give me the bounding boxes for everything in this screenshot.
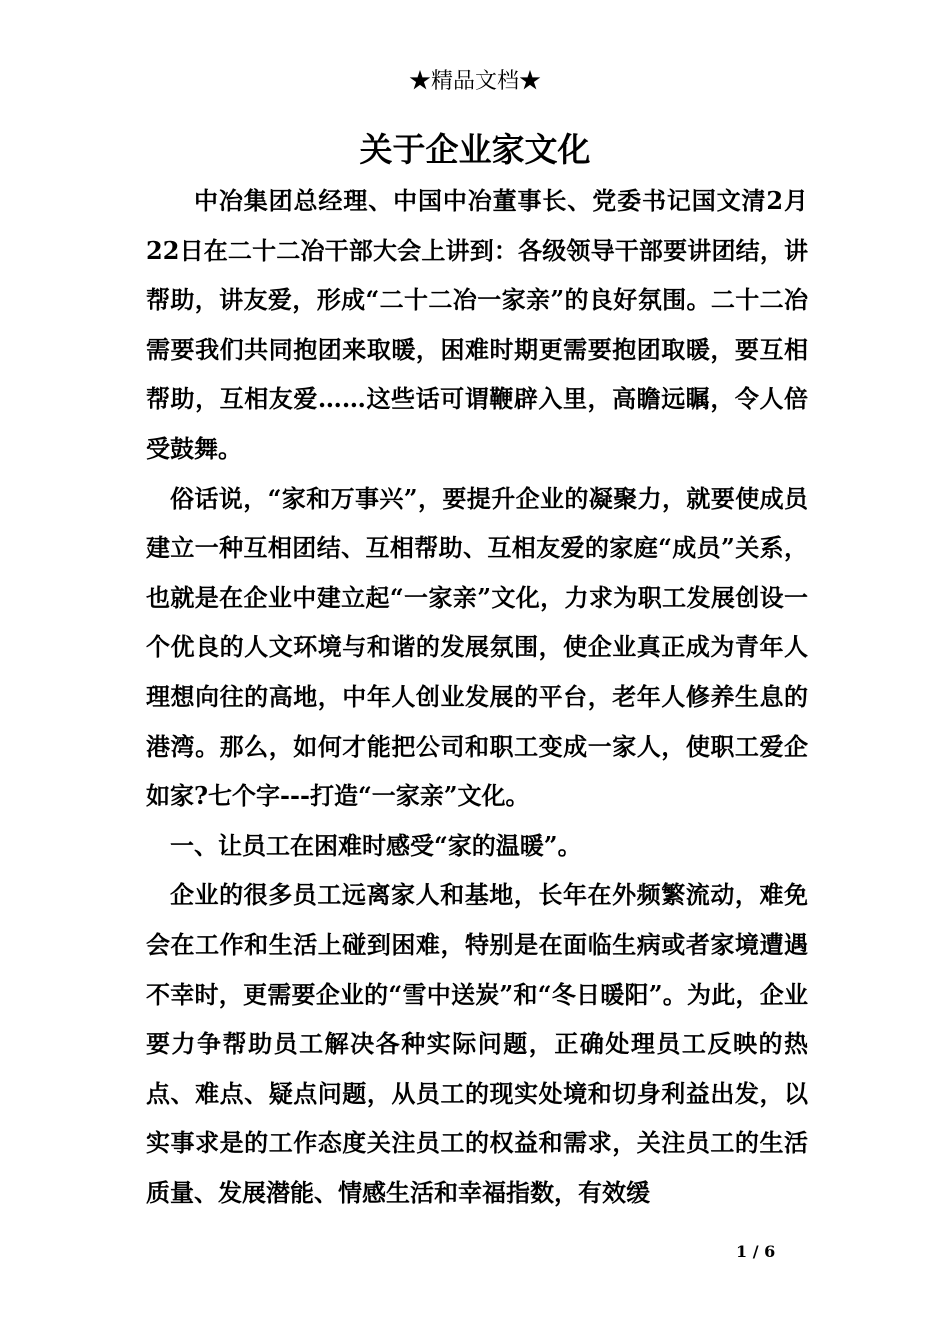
paragraph-1: 中冶集团总经理、中国中冶董事长、党委书记国文清2月22日在二十二冶干部大会上讲到：各级领导干部要讲团结，讲帮助，讲友爱，形成“二十二冶一家亲”的良好氛围。二十二冶需要我们共同抱团来取暖，困难时期更需要抱团取暖，要互相帮助，互相友爱……这些话可谓鞭辟入里，高瞻远瞩，令人倍受鼓舞。 (146, 186, 808, 463)
page-number: 1 / 6 (736, 1242, 776, 1261)
section-heading-1: 一、让员工在困难时感受“家的温暖”。 (170, 830, 582, 860)
paragraph-2: 俗话说，“家和万事兴”，要提升企业的凝聚力，就要使成员建立一种互相团结、互相帮助、互相友爱的家庭“成员”关系，也就是在企业中建立起“一家亲”文化，力求为职工发展创设一个优良的人文环境与和谐的发展氛围，使企业真正成为青年人理想向往的高地，中年人创业发展的平台，老年人修养生息的港湾。那么，如何才能把公司和职工变成一家人，使职工爱企如家?七个字---打造“一家亲”文化。 (146, 483, 808, 811)
document-body (146, 176, 808, 1217)
paragraph-3: 企业的很多员工远离家人和基地，长年在外频繁流动，难免会在工作和生活上碰到困难，特别是在面临生病或者家境遭遇不幸时，更需要企业的“雪中送炭”和“冬日暖阳”。为此，企业要力争帮助员工解决各种实际问题，正确处理员工反映的热点、难点、疑点问题，从员工的现实处境和切身利益出发，以实事求是的工作态度关注员工的权益和需求，关注员工的生活质量、发展潜能、情感生活和幸福指数，有效缓 (146, 880, 808, 1207)
document-title: 关于企业家文化 (359, 130, 591, 169)
document-header: ★精品文档★ (408, 69, 541, 94)
